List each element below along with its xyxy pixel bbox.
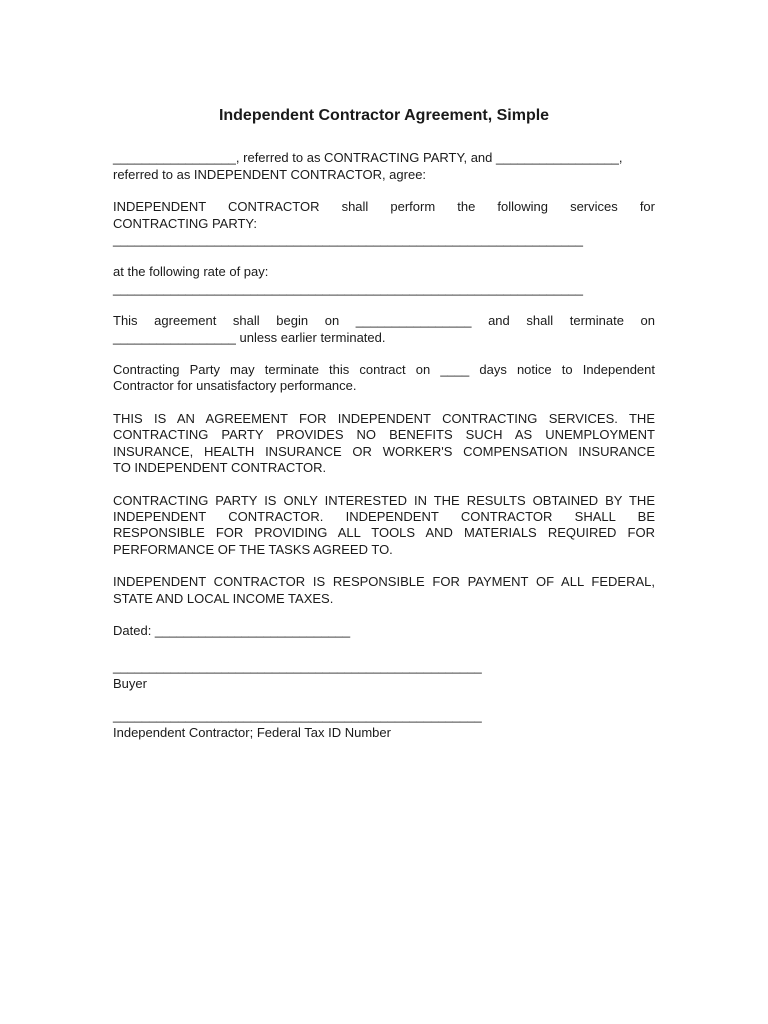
rate-blank: _________________________________________________________________ [113,280,583,296]
term-line-1: This agreement shall begin on ________________ and shall terminate on [113,313,655,329]
benefits-line-3: INSURANCE, HEALTH INSURANCE OR WORKER'S COMPENSATION INSURANCE [113,443,655,459]
results-paragraph [113,493,655,559]
dated-field [113,623,655,639]
taxes-line-2: STATE AND LOCAL INCOME TAXES. [113,590,334,606]
taxes-line-1: INDEPENDENT CONTRACTOR IS RESPONSIBLE FOR PAYMENT OF ALL FEDERAL, [113,574,655,590]
results-line-2: INDEPENDENT CONTRACTOR. INDEPENDENT CONTRACTOR SHALL BE [113,508,655,524]
signature-label-buyer: Buyer [113,675,147,691]
termination-paragraph [113,362,655,395]
termination-line-2: Contractor for unsatisfactory performance. [113,378,357,394]
term-paragraph [113,313,655,346]
results-line-4: PERFORMANCE OF THE TASKS AGREED TO. [113,541,393,557]
taxes-paragraph [113,574,655,607]
results-line-3: RESPONSIBLE FOR PROVIDING ALL TOOLS AND MATERIALS REQUIRED FOR [113,525,655,541]
results-line-1: CONTRACTING PARTY IS ONLY INTERESTED IN THE RESULTS OBTAINED BY THE [113,492,655,508]
term-line-2: _________________ unless earlier terminated. [113,329,386,345]
benefits-line-4: TO INDEPENDENT CONTRACTOR. [113,460,327,476]
parties-line-1: _________________, referred to as CONTRACTING PARTY, and _________________, [113,150,623,166]
dated-line: Dated: ___________________________ [113,622,351,638]
document-title: Independent Contractor Agreement, Simple [218,107,550,124]
parties-line-2: referred to as INDEPENDENT CONTRACTOR, agree: [113,166,427,182]
signature-block-buyer [113,659,655,692]
benefits-line-2: CONTRACTING PARTY PROVIDES NO BENEFITS SUCH AS UNEMPLOYMENT [113,427,655,443]
benefits-paragraph [113,411,655,477]
rate-paragraph [113,264,655,297]
termination-line-1: Contracting Party may terminate this contract on ____ days notice to Independent [113,362,655,378]
services-line-2: CONTRACTING PARTY: [113,215,257,231]
signature-label-contractor: Independent Contractor; Federal Tax ID Number [113,724,391,740]
signature-line-buyer: ___________________________________________________ [113,659,482,675]
signature-line-contractor: ___________________________________________________ [113,708,482,724]
benefits-line-1: THIS IS AN AGREEMENT FOR INDEPENDENT CONTRACTING SERVICES. THE [113,410,655,426]
document-page [113,108,655,757]
services-paragraph [113,199,655,248]
signature-block-contractor [113,708,655,741]
services-blank: _________________________________________________________________ [113,232,583,248]
services-line-1: INDEPENDENT CONTRACTOR shall perform the following services for [113,199,655,215]
rate-label: at the following rate of pay: [113,264,269,280]
parties-paragraph [113,150,655,183]
